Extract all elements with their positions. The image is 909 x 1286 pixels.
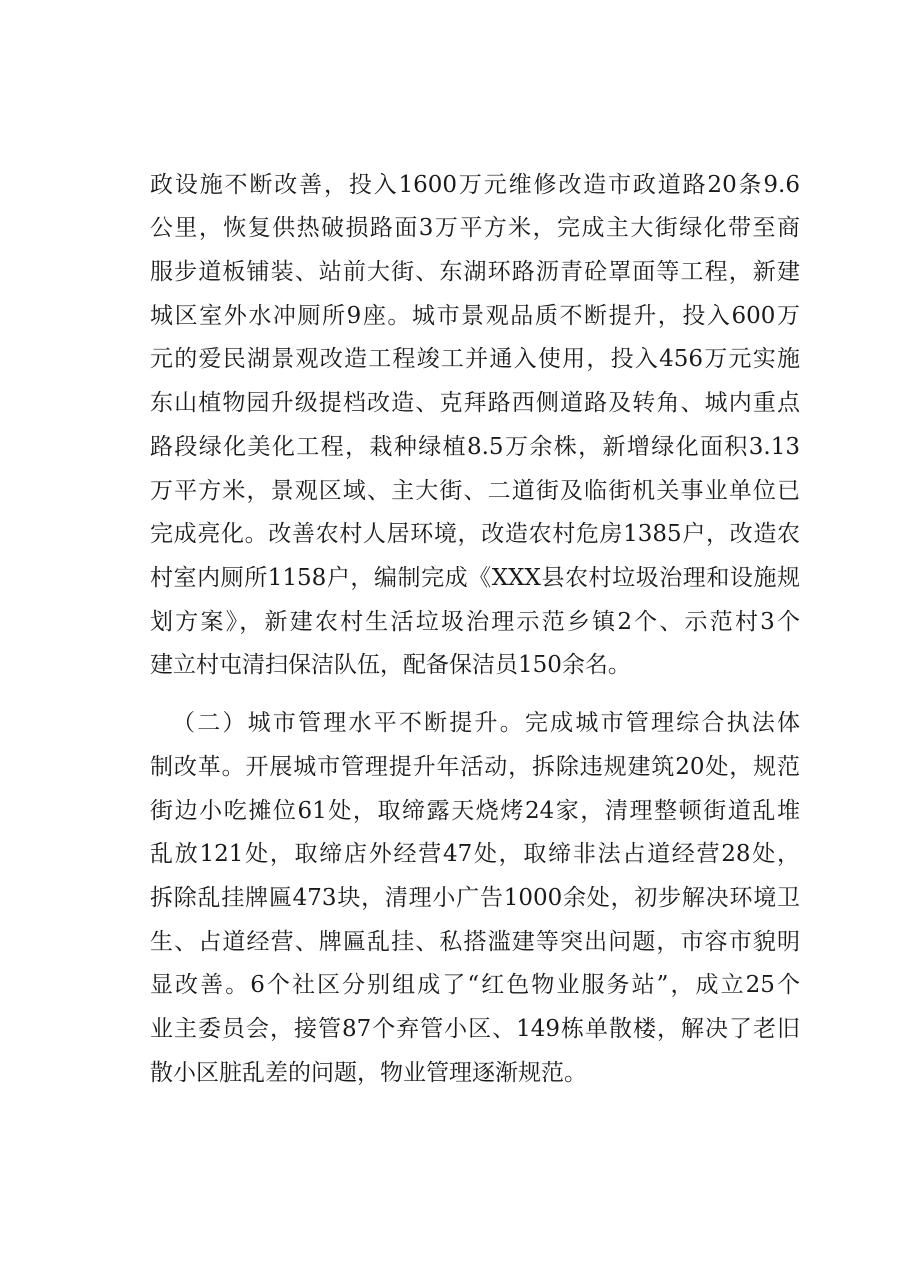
paragraph-2-line-8: 业主委员会，接管87个弃管小区、149栋单散楼，解决了老旧 [150, 1016, 800, 1042]
paragraph-2-line-6: 生、占道经营、牌匾乱挂、私搭滥建等突出问题，市容市貌明 [150, 929, 800, 955]
paragraph-2-line-4: 乱放121处，取缔店外经营47处，取缔非法占道经营28处， [150, 841, 800, 867]
paragraph-2-line-3: 街边小吃摊位61处，取缔露天烧烤24家，清理整顿街道乱堆 [150, 798, 800, 824]
paragraph-1-line-1: 政设施不断改善，投入1600万元维修改造市政道路20条9.6 [150, 172, 800, 198]
paragraph-1-line-8: 万平方米，景观区域、主大街、二道街及临街机关事业单位已 [150, 478, 800, 504]
paragraph-2-line-5: 拆除乱挂牌匾473块，清理小广告1000余处，初步解决环境卫 [150, 885, 800, 911]
paragraph-1-line-9: 完成亮化。改善农村人居环境，改造农村危房1385户，改造农 [150, 521, 800, 547]
paragraph-1-line-5: 元的爱民湖景观改造工程竣工并通入使用，投入456万元实施 [150, 346, 800, 372]
paragraph-1-line-6: 东山植物园升级提档改造、克拜路西侧道路及转角、城内重点 [150, 390, 800, 416]
paragraph-1-line-11: 划方案》，新建农村生活垃圾治理示范乡镇2个、示范村3个 [150, 609, 800, 635]
paragraph-2-line-9: 散小区脏乱差的问题，物业管理逐渐规范。 [150, 1060, 587, 1086]
paragraph-1-line-10: 村室内厕所1158户，编制完成《XXX县农村垃圾治理和设施规 [150, 565, 800, 591]
paragraph-1-line-2: 公里，恢复供热破损路面3万平方米，完成主大街绿化带至商 [150, 215, 800, 241]
paragraph-1-line-3: 服步道板铺装、站前大街、东湖环路沥青砼罩面等工程，新建 [150, 259, 800, 285]
paragraph-2-line-1: （二）城市管理水平不断提升。完成城市管理综合执法体 [172, 710, 800, 736]
paragraph-1-line-4: 城区室外水冲厕所9座。城市景观品质不断提升，投入600万 [150, 303, 800, 329]
paragraph-2-line-2: 制改革。开展城市管理提升年活动，拆除违规建筑20处，规范 [150, 754, 800, 780]
paragraph-1-line-12: 建立村屯清扫保洁队伍，配备保洁员150余名。 [150, 652, 631, 678]
paragraph-2-line-7: 显改善。6个社区分别组成了“红色物业服务站”，成立25个 [150, 972, 800, 998]
paragraph-1-line-7: 路段绿化美化工程，栽种绿植8.5万余株，新增绿化面积3.13 [150, 434, 800, 460]
